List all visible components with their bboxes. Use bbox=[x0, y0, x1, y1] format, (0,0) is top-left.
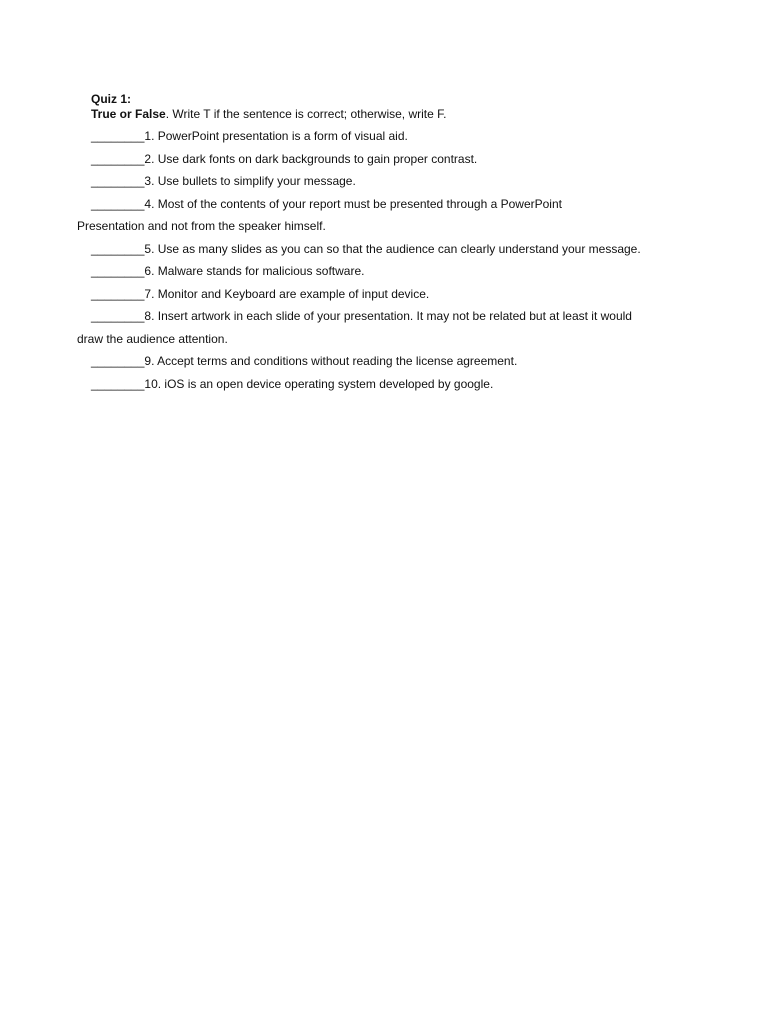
question-text: 4. Most of the contents of your report must be presented through a PowerPoint bbox=[144, 196, 562, 211]
answer-blank: ________ bbox=[91, 151, 145, 166]
answer-blank: ________ bbox=[91, 376, 145, 391]
answer-blank: ________ bbox=[91, 264, 145, 278]
answer-blank: ________ bbox=[91, 196, 145, 211]
question-item-4 bbox=[77, 196, 691, 235]
question-text: 2. Use dark fonts on dark backgrounds to gain proper contrast. bbox=[144, 151, 478, 166]
question-list bbox=[77, 129, 691, 392]
answer-blank: ________ bbox=[91, 309, 145, 323]
answer-blank: ________ bbox=[91, 354, 145, 368]
quiz-content bbox=[77, 92, 691, 399]
question-item-10 bbox=[91, 377, 691, 392]
question-text-continued: draw the audience attention. bbox=[77, 331, 228, 346]
question-item-1 bbox=[91, 129, 691, 144]
question-item-2 bbox=[91, 152, 691, 167]
question-item-7 bbox=[91, 287, 691, 302]
question-item-6 bbox=[91, 264, 691, 279]
instruction-text: . Write T if the sentence is correct; otherwise, write F. bbox=[165, 107, 447, 121]
question-text: 5. Use as many slides as you can so that the audience can clearly understand your message. bbox=[144, 241, 641, 256]
question-text: 8. Insert artwork in each slide of your presentation. It may not be related but at least it would bbox=[144, 309, 632, 323]
quiz-title: Quiz 1: bbox=[91, 92, 132, 106]
question-text: 1. PowerPoint presentation is a form of visual aid. bbox=[144, 129, 408, 143]
answer-blank: ________ bbox=[91, 129, 145, 143]
question-text: 9. Accept terms and conditions without reading the license agreement. bbox=[144, 354, 518, 368]
question-text: 10. iOS is an open device operating system developed by google. bbox=[144, 376, 494, 391]
question-text-continued: Presentation and not from the speaker himself. bbox=[77, 219, 326, 233]
answer-blank: ________ bbox=[91, 174, 145, 188]
instruction-bold-label: True or False bbox=[91, 107, 166, 121]
question-text: 7. Monitor and Keyboard are example of input device. bbox=[144, 286, 430, 301]
question-text: 3. Use bullets to simplify your message. bbox=[144, 174, 356, 188]
answer-blank: ________ bbox=[91, 241, 145, 256]
quiz-instructions bbox=[91, 107, 691, 122]
question-item-5 bbox=[91, 242, 691, 257]
question-item-9 bbox=[91, 354, 691, 369]
question-item-8 bbox=[77, 309, 691, 347]
question-text: 6. Malware stands for malicious software. bbox=[144, 264, 365, 278]
answer-blank: ________ bbox=[91, 286, 145, 301]
question-item-3 bbox=[91, 174, 691, 189]
